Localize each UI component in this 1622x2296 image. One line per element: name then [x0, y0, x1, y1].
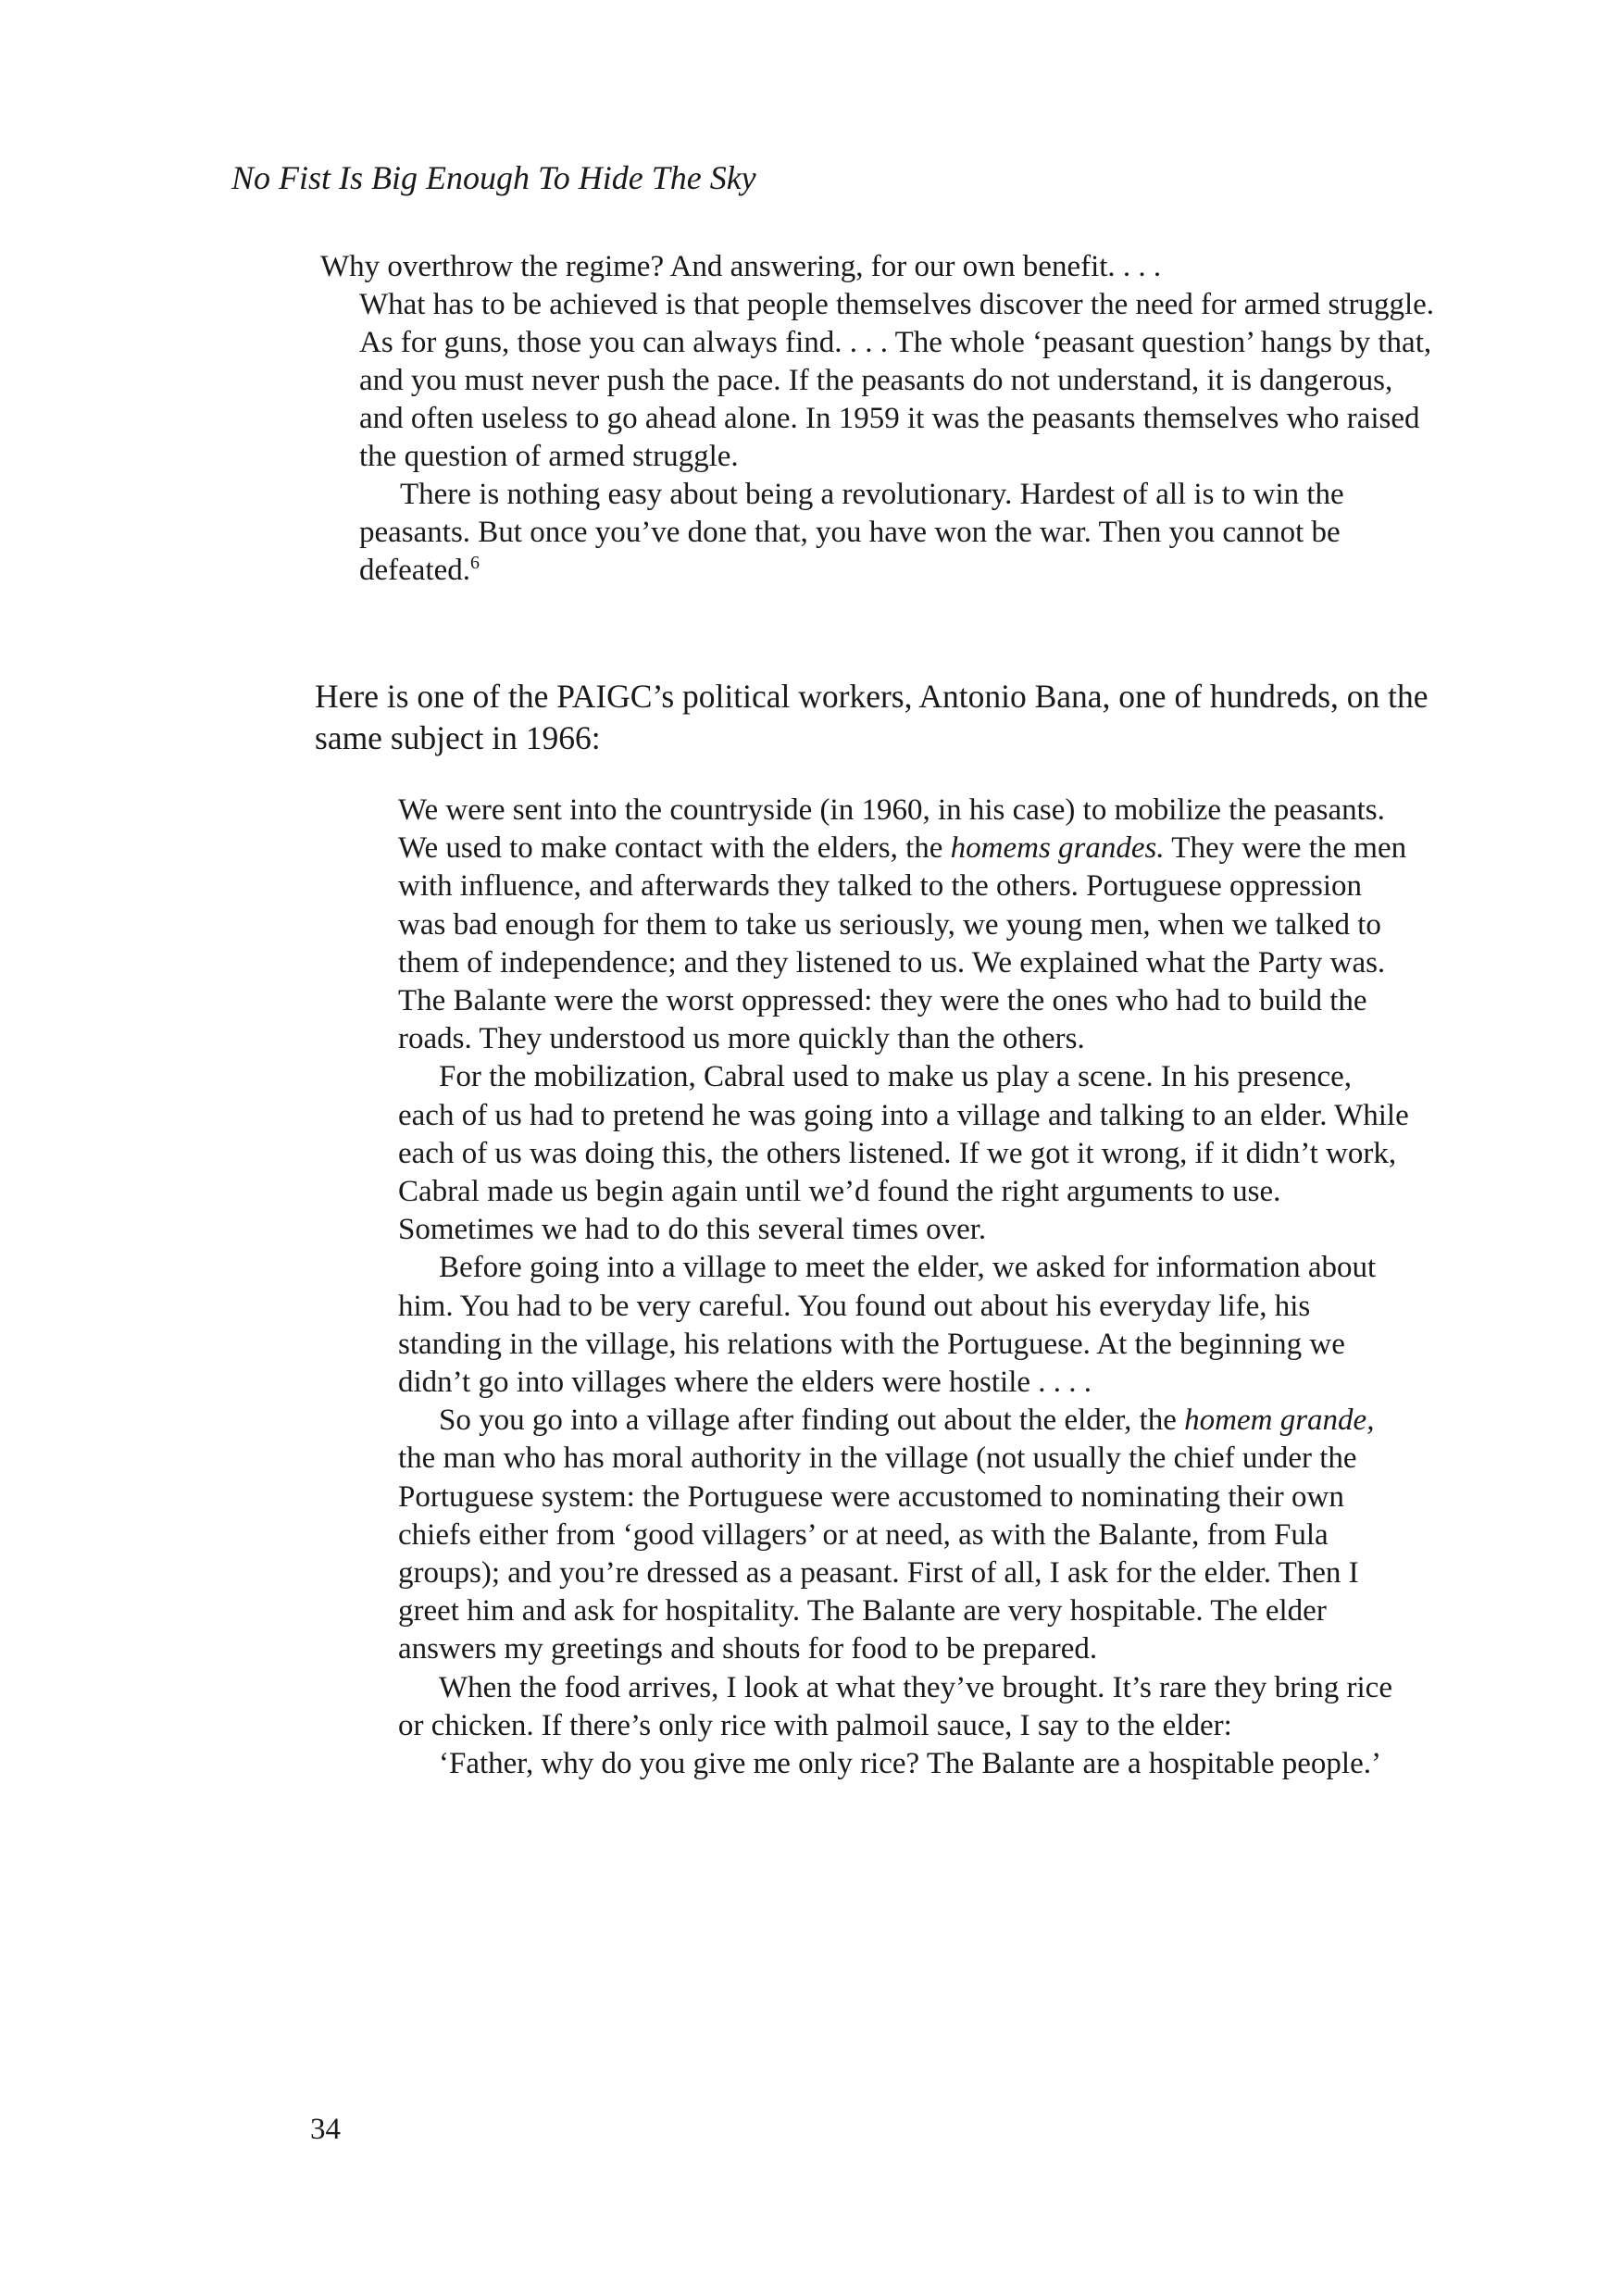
quote-emphasis: homem grande, [1184, 1404, 1375, 1438]
page-number: 34 [310, 2113, 341, 2146]
body-paragraph: Here is one of the PAIGC’s political workers, Antonio Bana, one of hundreds, on the same subject in 1966: [315, 678, 1429, 756]
quote-paragraph: For the mobilization, Cabral used to make us play a scene. In his presence, each of us had to pretend he was going into a village and talking to an elder. While each of us was doing this, the others listened. If we got it wrong, if it didn’t work, Cabral made us begin again until we’d found the right arguments to use. Sometimes we had to do this several times over. [398, 1060, 1409, 1247]
quote-paragraph: Before going into a village to meet the elder, we asked for information about him. You had to be very careful. You found out about his everyday life, his standing in the village, his relations with the Portuguese. At the beginning we didn’t go into villages where the elders were hostile . . . . [398, 1251, 1377, 1400]
quote-text: They were the men with influence, and afterwards they talked to the others. Portuguese oppression was bad enough for them to take us seriously, we young men, when we talked to them of independence; and they listened to us. We explained what the Party was. The Balante were the worst oppressed: they were the ones who had to build the roads. They understood us more quickly than the others. [398, 831, 1407, 1056]
quote-paragraph: ‘Father, why do you give me only rice? The Balante are a hospitable people.’ [439, 1747, 1381, 1781]
quote-text: We were sent into the countryside (in 1960, in his case) to mobilize the peasants. We used to make contact with the elders, the [398, 793, 1385, 866]
block-quote-cabral [320, 248, 1438, 590]
quote-text: the man who has moral authority in the village (not usually the chief under the Portuguese system: the Portuguese were accustomed to nominating their own chiefs either from ‘good villagers’ or at need, as with the Balante, from Fula groups); and you’re dressed as a peasant. First of all, I ask for the elder. Then I greet him and ask for hospitality. The Balante are very hospitable. The elder answers my greetings and shouts for food to be prepared. [398, 1441, 1359, 1666]
quote-paragraph [398, 1402, 1412, 1668]
footnote-marker: 6 [470, 553, 480, 573]
quote-text: So you go into a village after finding out about the elder, the [439, 1404, 1185, 1438]
quote-paragraph: What has to be achieved is that people themselves discover the need for armed struggle. As for guns, those you can always find. . . . The whole ‘peasant question’ hangs by that, and you must never push the pace. If the peasants do not understand, it is dangerous, and often useless to go ahead alone. In 1959 it was the peasants themselves who raised the question of armed struggle. [359, 288, 1435, 473]
quote-text: There is nothing easy about being a revolutionary. Hardest of all is to win the peasants. But once you’ve done that, you have won the war. Then you cannot be defeated. [359, 478, 1344, 587]
quote-paragraph: When the food arrives, I look at what they’ve brought. It’s rare they bring rice or chicken. If there’s only rice with palmoil sauce, I say to the elder: [398, 1670, 1392, 1742]
quote-opening-line: Why overthrow the regime? And answering, for our own benefit. . . . [320, 250, 1162, 283]
quote-paragraph [398, 792, 1412, 1058]
quote-paragraph [359, 476, 1438, 590]
quote-emphasis: homems grandes. [950, 831, 1165, 866]
block-quote-bana [398, 792, 1412, 1783]
running-title: No Fist Is Big Enough To Hide The Sky [231, 159, 756, 196]
